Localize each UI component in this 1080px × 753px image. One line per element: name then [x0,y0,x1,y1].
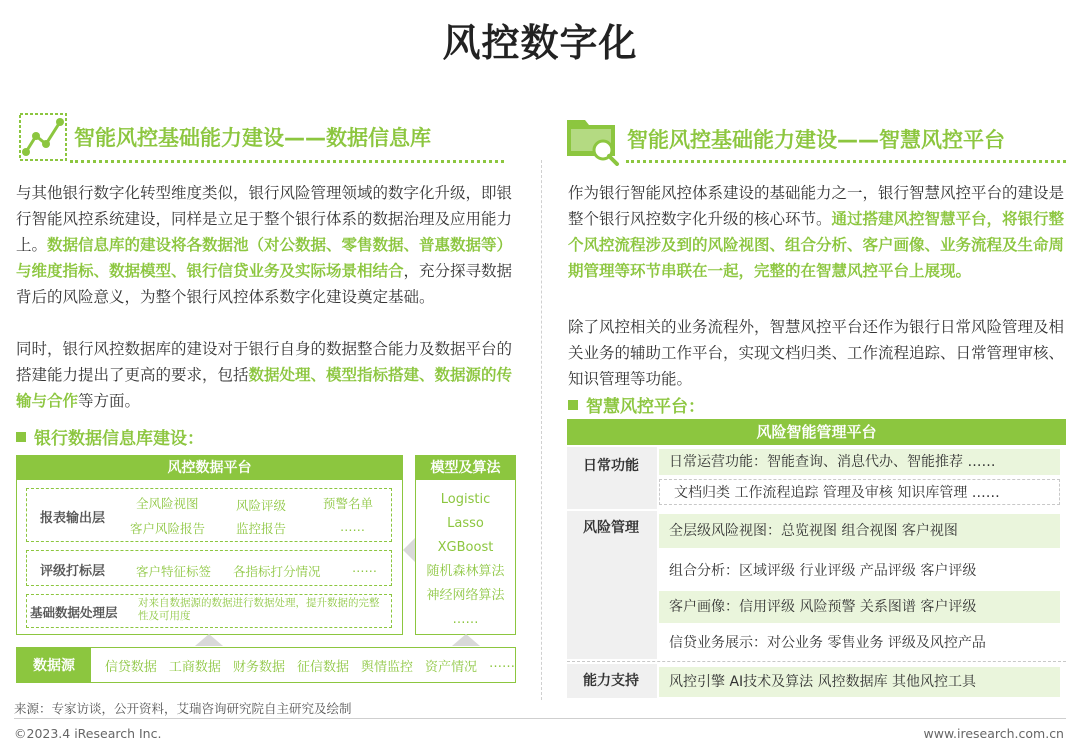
source-note: 来源：专家访谈，公开资料，艾瑞咨询研究院自主研究及绘制 [14,701,352,716]
arrow-up-icon [195,634,223,646]
right-heading-underline [626,160,1066,163]
layer-item: 客户风险报告 [130,521,206,536]
data-source-item: 资产情况 [424,659,477,675]
layer-item: …… [352,560,377,575]
layer-label: 报表输出层 [40,511,106,526]
table-divider [567,661,1066,662]
left-subheading [16,424,204,449]
right-subheading-text: 智慧风控平台： [586,397,705,417]
left-subheading-text: 银行数据信息库建设： [34,429,204,449]
folder-search-icon [565,112,621,166]
data-source-item: …… [489,655,515,671]
models-algorithms-box [415,455,516,635]
data-source-item: 征信数据 [296,659,349,675]
left-p1-highlight: 数据信息库的建设将各数据池（对公数据、零售数据、普惠数据等）与维度指标、数据模型、银行信贷业务及实际场景相结合 [16,236,513,280]
table-line: 信贷业务展示：对公业务 零售业务 评级及风控产品 [669,635,986,651]
website-link[interactable]: www.iresearch.com.cn [923,726,1064,741]
table-line: 文档归类 工作流程追踪 管理及审核 知识库管理 …… [659,479,1060,505]
data-source-bar [16,647,516,683]
table-line: 日常运营功能：智能查询、消息代办、智能推荐 …… [659,449,1060,475]
model-item: Lasso [447,516,484,531]
data-source-item: 舆情监控 [360,659,413,675]
layer-label: 评级打标层 [40,564,106,579]
right-paragraph-2: 除了风控相关的业务流程外，智慧风控平台还作为银行日常风险管理及相关业务的辅助工作平台，实现文档归类、工作流程追踪、日常管理审核、知识管理等功能。 [568,318,1065,388]
bullet-square-icon [568,400,578,410]
right-section-header [565,112,1005,166]
left-heading-underline [70,160,504,163]
left-p1-text: 与其他银行数字化转型维度类似，银行风险管理领域的数字化升级，即银行智能风控系统建设，同样是立足于整个银行体系的数据治理及应用能力上。 [16,184,513,254]
data-source-item: 工商数据 [168,659,221,675]
right-p1-highlight: 通过搭建风控智慧平台，将银行整个风控流程涉及到的风险视图、组合分析、客户画像、业务流程及生命周期管理等环节串联在一起，完整的在智慧风控平台上展现。 [568,210,1065,280]
layer-item: 风险评级 [236,498,287,513]
table-category: 能力支持 [567,664,657,698]
platform-table-title: 风险智能管理平台 [567,419,1066,445]
right-paragraph-1 [568,180,1066,284]
table-category: 风险管理 [567,511,657,659]
left-section-header [18,112,431,162]
arrow-up-icon [452,634,480,646]
data-source-items [91,656,515,675]
layer-item: 监控报告 [236,521,287,536]
footer-divider [14,718,1066,719]
layer-item: …… [340,519,365,534]
model-item: XGBoost [437,540,494,555]
model-item: 随机森林算法 [426,564,505,579]
data-source-label: 数据源 [17,648,91,682]
layer-item: 预警名单 [323,496,374,511]
platform-title: 风控数据平台 [17,456,402,480]
left-p2-highlight: 数据处理、模型指标搭建、数据源的传输与合作 [16,366,513,410]
model-item: 神经网络算法 [426,588,505,603]
line-chart-icon [18,112,68,162]
right-section-title: 智能风控基础能力建设——智慧风控平台 [627,128,1005,152]
data-source-item: 信贷数据 [104,659,157,675]
table-line: 客户画像：信用评级 风险预警 关系图谱 客户评级 [659,591,1060,623]
layer-item: 各指标打分情况 [233,564,321,579]
layer-item: 对来自数据源的数据进行数据处理，提升数据的完整性及可用度 [138,597,380,622]
table-line: 风控引擎 AI技术及算法 风控数据库 其他风控工具 [659,667,1060,697]
table-line: 组合分析：区域评级 行业评级 产品评级 客户评级 [669,563,977,579]
arrow-left-icon [403,538,415,562]
left-section-title: 智能风控基础能力建设——数据信息库 [74,126,431,150]
right-subheading [568,392,705,417]
left-p2-text: 同时，银行风控数据库的建设对于银行自身的数据整合能力及数据平台的搭建能力提出了更高的要求，包括 [16,340,513,384]
table-category: 日常功能 [567,447,657,509]
right-p1-text: 作为银行智能风控体系建设的基础能力之一，银行智慧风控平台的建设是整个银行风控数字化升级的核心环节。 [568,184,1065,228]
table-line: 全层级风险视图：总览视图 组合视图 客户视图 [659,514,1060,548]
page-title: 风控数字化 [442,21,638,65]
layer-label: 基础数据处理层 [30,605,118,620]
column-divider [541,160,542,700]
left-paragraph-2 [16,336,516,414]
model-item: Logistic [440,492,491,507]
layer-item: 全风险视图 [136,496,199,511]
left-p2-text-end: 等方面。 [78,392,141,410]
data-source-item: 财务数据 [232,659,285,675]
left-paragraph-1 [16,180,516,310]
model-item: …… [452,612,479,627]
left-p1-text-end: ，充分探寻数据背后的风险意义，为整个银行风控体系数字化建设奠定基础。 [16,262,513,306]
layer-item: 客户特征标签 [136,564,212,579]
models-title: 模型及算法 [416,456,515,480]
bullet-square-icon [16,432,26,442]
copyright: ©2023.4 iResearch Inc. [14,726,162,741]
